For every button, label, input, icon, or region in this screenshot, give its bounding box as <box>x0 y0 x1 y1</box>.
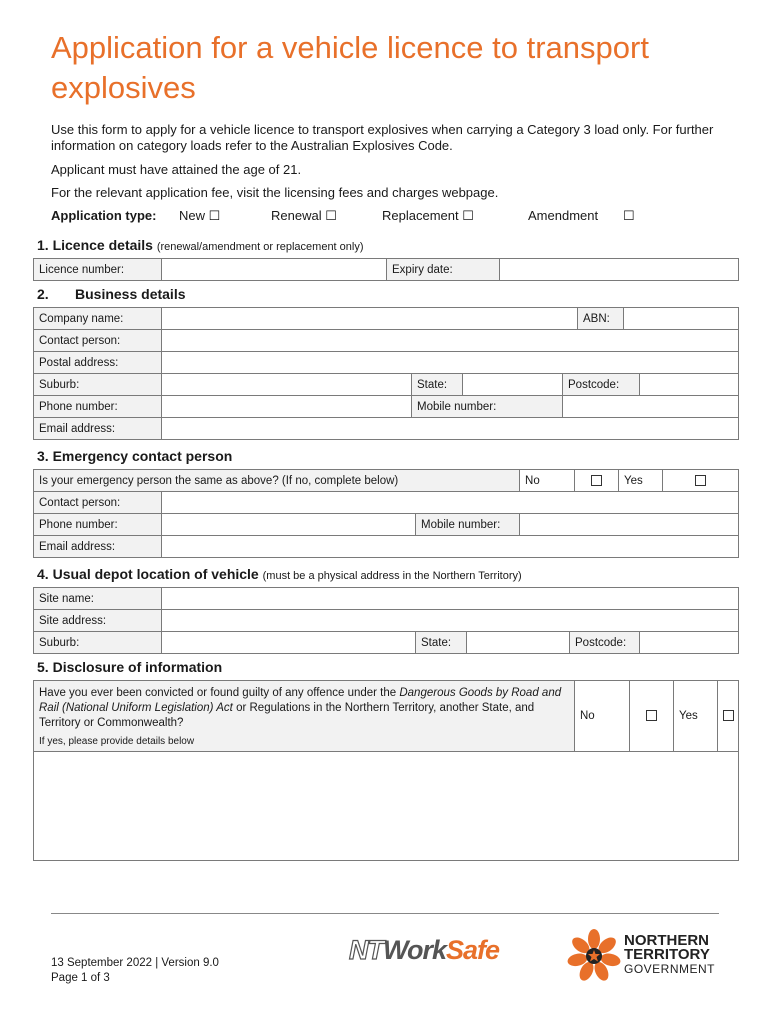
nt-government-emblem-icon <box>566 928 622 984</box>
wordmark-line1: NORTHERN <box>624 932 709 949</box>
option-amendment-checkbox[interactable]: ☐ <box>623 208 635 223</box>
state-field[interactable] <box>463 374 563 396</box>
postcode-label: Postcode: <box>570 632 640 654</box>
section-number: 2. <box>37 286 49 302</box>
application-type-label: Application type: <box>51 208 157 223</box>
section-number: 5. <box>37 659 49 675</box>
contact-person-field[interactable] <box>162 330 739 352</box>
nt-worksafe-logo <box>349 935 499 966</box>
postcode-field[interactable] <box>640 632 739 654</box>
contact-person-label: Contact person: <box>34 492 162 514</box>
email-address-label: Email address: <box>34 536 162 558</box>
site-name-label: Site name: <box>34 588 162 610</box>
checkbox-icon <box>646 710 657 721</box>
licence-number-label: Licence number: <box>34 259 162 281</box>
wordmark-line2: TERRITORY <box>624 946 710 963</box>
site-address-field[interactable] <box>162 610 739 632</box>
conviction-question <box>34 681 575 752</box>
phone-number-field[interactable] <box>162 514 416 536</box>
suburb-label: Suburb: <box>34 632 162 654</box>
section-title: Business details <box>75 286 186 302</box>
site-name-field[interactable] <box>162 588 739 610</box>
disclosure-table <box>33 680 739 861</box>
date-version: 13 September 2022 | Version 9.0 <box>51 957 219 969</box>
question-text-part2: or Regulations in the Northern Territory, another State, and Territory or Commonwealth? <box>39 701 535 729</box>
contact-person-field[interactable] <box>162 492 739 514</box>
option-new-checkbox[interactable]: New ☐ <box>179 208 221 223</box>
licence-number-field[interactable] <box>162 259 387 281</box>
postcode-field[interactable] <box>640 374 739 396</box>
company-name-field[interactable] <box>162 308 578 330</box>
postal-address-field[interactable] <box>162 352 739 374</box>
section-number: 4. <box>37 566 49 582</box>
page-title: Application for a vehicle licence to transport explosives <box>51 30 649 105</box>
no-label: No <box>575 681 630 752</box>
suburb-field[interactable] <box>162 374 412 396</box>
no-checkbox[interactable] <box>630 681 674 752</box>
checkbox-icon <box>591 475 602 486</box>
section-4-heading <box>37 566 522 582</box>
company-name-label: Company name: <box>34 308 162 330</box>
details-instruction: If yes, please provide details below <box>39 735 195 747</box>
suburb-label: Suburb: <box>34 374 162 396</box>
suburb-field[interactable] <box>162 632 416 654</box>
checkbox-icon <box>695 475 706 486</box>
footer-info <box>51 956 219 986</box>
page-number: Page 1 of 3 <box>51 972 110 984</box>
section-title: Usual depot location of vehicle <box>52 566 259 582</box>
postal-address-label: Postal address: <box>34 352 162 374</box>
yes-checkbox[interactable] <box>718 681 739 752</box>
section-5-heading <box>37 659 222 675</box>
state-label: State: <box>416 632 467 654</box>
fee-note: For the relevant application fee, visit the licensing fees and charges webpage. <box>51 185 499 200</box>
nt-government-wordmark <box>624 934 715 976</box>
section-3-heading <box>37 448 232 464</box>
expiry-date-label: Expiry date: <box>387 259 500 281</box>
option-replacement-checkbox[interactable]: Replacement ☐ <box>382 208 474 223</box>
section-2-heading <box>37 286 186 302</box>
section-title: Emergency contact person <box>52 448 233 464</box>
mobile-number-field[interactable] <box>520 514 739 536</box>
section-number: 1. <box>37 237 49 253</box>
section-note: (must be a physical address in the Northern Territory) <box>262 570 522 582</box>
site-address-label: Site address: <box>34 610 162 632</box>
licence-details-table <box>33 258 739 281</box>
abn-field[interactable] <box>624 308 739 330</box>
question-text-part1: Have you ever been convicted or found guilty of any offence under the <box>39 686 400 699</box>
state-field[interactable] <box>467 632 570 654</box>
yes-label: Yes <box>619 470 663 492</box>
details-textarea[interactable] <box>34 752 739 861</box>
state-label: State: <box>412 374 463 396</box>
no-label: No <box>520 470 575 492</box>
footer-divider <box>51 913 719 914</box>
section-number: 3. <box>37 448 49 464</box>
no-checkbox[interactable] <box>575 470 619 492</box>
mobile-number-field[interactable] <box>563 396 739 418</box>
depot-location-table <box>33 587 739 654</box>
question-text <box>39 687 561 729</box>
mobile-number-label: Mobile number: <box>416 514 520 536</box>
phone-number-label: Phone number: <box>34 396 162 418</box>
yes-label: Yes <box>674 681 718 752</box>
mobile-number-label: Mobile number: <box>412 396 563 418</box>
age-requirement: Applicant must have attained the age of 21. <box>51 162 302 177</box>
emergency-contact-table <box>33 469 739 558</box>
abn-label: ABN: <box>578 308 624 330</box>
option-amendment-label: Amendment <box>528 208 599 223</box>
checkbox-icon <box>723 710 734 721</box>
section-1-heading <box>37 237 364 253</box>
postcode-label: Postcode: <box>563 374 640 396</box>
contact-person-label: Contact person: <box>34 330 162 352</box>
yes-checkbox[interactable] <box>663 470 739 492</box>
act-title: Dangerous Goods by Road and Rail (National Uniform Legislation) Act <box>39 686 562 714</box>
business-details-table <box>33 307 739 440</box>
expiry-date-field[interactable] <box>500 259 739 281</box>
phone-number-field[interactable] <box>162 396 412 418</box>
section-title: Licence details <box>52 237 153 253</box>
wordmark-line3: GOVERNMENT <box>624 962 716 976</box>
section-note: (renewal/amendment or replacement only) <box>156 241 364 253</box>
section-title: Disclosure of information <box>52 659 223 675</box>
email-address-field[interactable] <box>162 418 739 440</box>
logo-nt: NT <box>349 935 383 965</box>
same-person-question: Is your emergency person the same as above? (If no, complete below) <box>34 470 520 492</box>
logo-work: Work <box>383 935 447 965</box>
email-address-field[interactable] <box>162 536 739 558</box>
option-renewal-checkbox[interactable]: Renewal ☐ <box>271 208 337 223</box>
intro-paragraph: Use this form to apply for a vehicle licence to transport explosives when carrying a Category 3 load only. For further information on category loads refer to the Australian Explosives Code. <box>51 122 714 153</box>
logo-safe: Safe <box>446 935 500 965</box>
email-address-label: Email address: <box>34 418 162 440</box>
phone-number-label: Phone number: <box>34 514 162 536</box>
